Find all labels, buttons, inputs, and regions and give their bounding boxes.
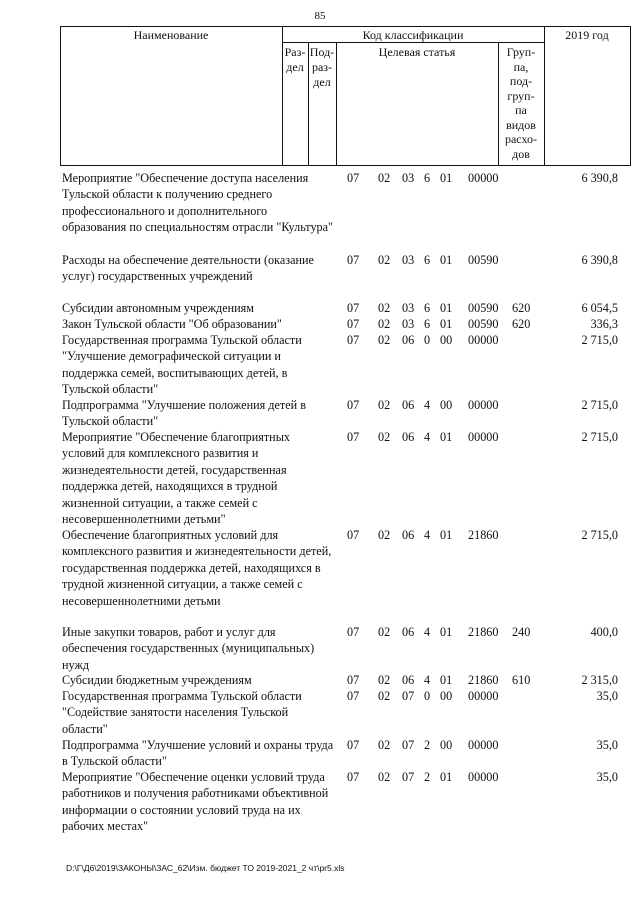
row-amount: 2 715,0 — [581, 333, 618, 347]
row-podrazdel: 02 — [378, 625, 391, 639]
header-razdel-line: Раз- — [284, 45, 306, 59]
row-target-program: 03 — [402, 253, 415, 267]
row-target-subprogram: 6 — [424, 317, 431, 331]
header-group-line: расхо- — [504, 132, 538, 146]
row-target-subprogram: 6 — [424, 171, 431, 185]
page-number: 85 — [314, 10, 326, 22]
row-razdel: 07 — [347, 317, 360, 331]
row-expense-group: 240 — [512, 625, 531, 639]
row-podrazdel: 02 — [378, 333, 391, 347]
header-group-line: па, — [513, 59, 529, 74]
row-podrazdel: 02 — [378, 528, 391, 542]
row-target-subprogram: 2 — [424, 770, 431, 784]
row-podrazdel: 02 — [378, 430, 391, 444]
row-amount: 6 054,5 — [581, 301, 618, 315]
row-target-program: 06 — [402, 333, 415, 347]
row-target-program: 06 — [402, 430, 415, 444]
row-target-event: 00 — [440, 738, 453, 752]
row-podrazdel: 02 — [378, 673, 391, 687]
header-group-line: Груп- — [506, 45, 536, 59]
row-razdel: 07 — [347, 528, 360, 542]
row-target-program: 07 — [402, 738, 415, 752]
row-name: Субсидии бюджетным учреждениям — [62, 673, 252, 687]
row-name: Обеспечение благоприятных условий для комплексного развития и жизнедеятельности детей, государственная поддержка детей, находящихся в трудной жизненной ситуации, а также семей с несовершеннолетними детьми — [62, 528, 332, 608]
col-sep-code-end — [544, 26, 545, 166]
header-name: Наименование — [133, 28, 209, 42]
row-target-program: 03 — [402, 317, 415, 331]
row-amount: 2 715,0 — [581, 528, 618, 542]
row-target-direction: 21860 — [468, 673, 499, 687]
row-target-subprogram: 4 — [424, 528, 431, 542]
row-target-direction: 00000 — [468, 398, 499, 412]
row-target-direction: 00590 — [468, 253, 499, 267]
col-sep-podrazdel — [336, 42, 337, 166]
row-name: Иные закупки товаров, работ и услуг для обеспечения государственных (муниципальных) нужд — [62, 625, 315, 672]
row-target-event: 01 — [440, 171, 453, 185]
row-target-program: 06 — [402, 528, 415, 542]
row-target-event: 01 — [440, 770, 453, 784]
row-target-subprogram: 6 — [424, 301, 431, 315]
row-name: Мероприятие "Обеспечение оценки условий труда работников и получения работниками объективной информации о состоянии условий труда на их рабочих местах" — [62, 770, 329, 834]
file-path-footer: D:\Г\Д6\2019\ЗАКОНЫ\ЗАС_62\Изм. бюджет ТО 2019-2021_2 чт\pr5.xls — [66, 863, 345, 873]
header-group-line: под- — [509, 74, 533, 88]
row-amount: 35,0 — [596, 738, 618, 752]
row-target-event: 01 — [440, 253, 453, 267]
row-amount: 35,0 — [596, 770, 618, 784]
row-razdel: 07 — [347, 253, 360, 267]
row-expense-group: 620 — [512, 317, 531, 331]
header-group-line: дов — [512, 146, 530, 161]
row-podrazdel: 02 — [378, 171, 391, 185]
row-target-program: 06 — [402, 673, 415, 687]
row-target-program: 07 — [402, 770, 415, 784]
row-target-event: 00 — [440, 398, 453, 412]
row-target-direction: 00000 — [468, 689, 499, 703]
row-name: Расходы на обеспечение деятельности (оказание услуг) государственных учреждений — [62, 253, 314, 284]
row-podrazdel: 02 — [378, 398, 391, 412]
row-target-direction: 00000 — [468, 430, 499, 444]
row-name: Подпрограмма "Улучшение условий и охраны труда в Тульской области" — [62, 738, 334, 769]
row-target-event: 01 — [440, 317, 453, 331]
row-podrazdel: 02 — [378, 317, 391, 331]
row-target-subprogram: 4 — [424, 398, 431, 412]
header-razdel — [282, 45, 308, 75]
row-target-program: 06 — [402, 625, 415, 639]
header-right-border — [630, 26, 631, 166]
row-target-subprogram: 4 — [424, 430, 431, 444]
row-amount: 6 390,8 — [581, 171, 618, 185]
row-name: Мероприятие "Обеспечение доступа населения Тульской области к получению среднего профессионального и дополнительного образования по специальностям отрасли "Культура" — [62, 171, 334, 235]
header-podrazdel — [308, 45, 336, 90]
row-target-subprogram: 4 — [424, 625, 431, 639]
row-target-direction: 21860 — [468, 625, 499, 639]
row-target-direction: 00590 — [468, 301, 499, 315]
header-celevaya: Целевая статья — [378, 45, 456, 59]
row-target-subprogram: 0 — [424, 689, 431, 703]
row-podrazdel: 02 — [378, 301, 391, 315]
header-top-border — [60, 26, 631, 27]
row-target-program: 07 — [402, 689, 415, 703]
header-year: 2019 год — [565, 28, 609, 42]
row-razdel: 07 — [347, 398, 360, 412]
row-target-event: 01 — [440, 528, 453, 542]
row-amount: 35,0 — [596, 689, 618, 703]
row-target-subprogram: 2 — [424, 738, 431, 752]
row-razdel: 07 — [347, 171, 360, 185]
header-left-border — [60, 26, 61, 166]
row-target-program: 06 — [402, 398, 415, 412]
row-target-program: 03 — [402, 301, 415, 315]
row-target-event: 00 — [440, 689, 453, 703]
row-target-event: 01 — [440, 625, 453, 639]
row-amount: 2 715,0 — [581, 430, 618, 444]
row-target-direction: 00000 — [468, 171, 499, 185]
row-target-direction: 00000 — [468, 333, 499, 347]
row-amount: 2 315,0 — [581, 673, 618, 687]
header-podrazdel-line: раз- — [311, 60, 333, 74]
row-target-event: 00 — [440, 333, 453, 347]
row-razdel: 07 — [347, 689, 360, 703]
row-podrazdel: 02 — [378, 689, 391, 703]
row-razdel: 07 — [347, 738, 360, 752]
row-target-subprogram: 6 — [424, 253, 431, 267]
row-expense-group: 610 — [512, 673, 531, 687]
row-name: Подпрограмма "Улучшение положения детей в Тульской области" — [62, 398, 306, 429]
row-name: Субсидии автономным учреждениям — [62, 301, 254, 315]
header-group-line: па — [515, 103, 527, 117]
row-razdel: 07 — [347, 770, 360, 784]
row-amount: 400,0 — [590, 625, 618, 639]
row-target-event: 01 — [440, 430, 453, 444]
row-target-subprogram: 0 — [424, 333, 431, 347]
row-razdel: 07 — [347, 333, 360, 347]
row-podrazdel: 02 — [378, 738, 391, 752]
row-podrazdel: 02 — [378, 770, 391, 784]
row-target-direction: 21860 — [468, 528, 499, 542]
row-razdel: 07 — [347, 673, 360, 687]
header-group-line: видов — [506, 117, 536, 132]
row-razdel: 07 — [347, 301, 360, 315]
header-group — [498, 45, 544, 161]
row-amount: 336,3 — [590, 317, 618, 331]
header-podrazdel-line: Под- — [309, 45, 335, 59]
row-name: Государственная программа Тульской области "Улучшение демографической ситуации и поддержка семей, воспитывающих детей, в Тульской области" — [62, 333, 302, 397]
header-code: Код классификации — [362, 28, 464, 42]
table-header — [60, 26, 631, 166]
header-razdel-line: дел — [286, 60, 304, 74]
row-amount: 6 390,8 — [581, 253, 618, 267]
row-expense-group: 620 — [512, 301, 531, 315]
row-razdel: 07 — [347, 625, 360, 639]
row-razdel: 07 — [347, 430, 360, 444]
row-podrazdel: 02 — [378, 253, 391, 267]
row-target-program: 03 — [402, 171, 415, 185]
row-target-subprogram: 4 — [424, 673, 431, 687]
row-name: Закон Тульской области "Об образовании" — [62, 317, 282, 331]
row-target-direction: 00590 — [468, 317, 499, 331]
row-amount: 2 715,0 — [581, 398, 618, 412]
header-bottom-border — [60, 165, 631, 166]
header-group-line: груп- — [507, 88, 535, 103]
header-podrazdel-line: дел — [313, 75, 331, 89]
row-target-event: 01 — [440, 673, 453, 687]
row-target-direction: 00000 — [468, 738, 499, 752]
row-target-direction: 00000 — [468, 770, 499, 784]
row-name: Государственная программа Тульской области "Содействие занятости населения Тульской области" — [62, 689, 302, 736]
row-target-event: 01 — [440, 301, 453, 315]
row-name: Мероприятие "Обеспечение благоприятных условий для комплексного развития и жизнедеятельности детей, государственная поддержка детей, находящихся в трудной жизненной ситуации, а также семей с несовершеннолетними детьми" — [62, 430, 290, 527]
